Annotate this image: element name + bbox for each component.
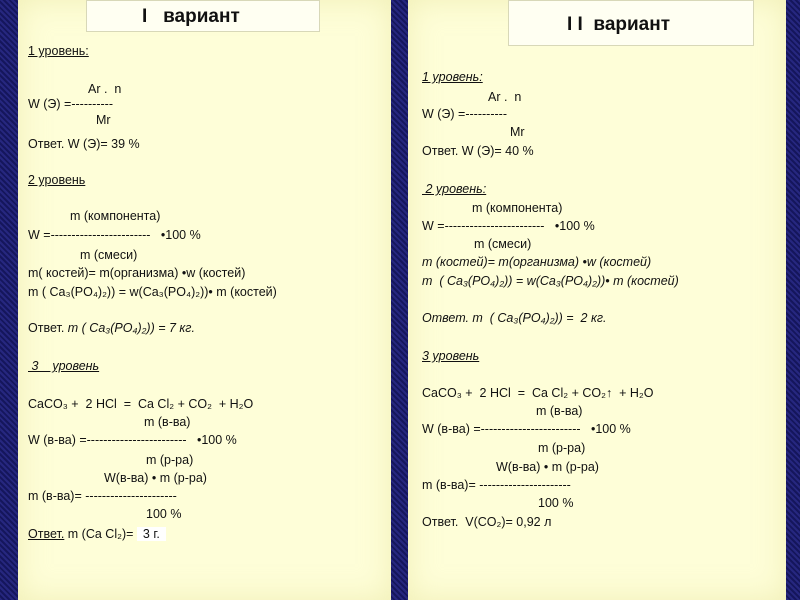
variant-1-title-box — [86, 0, 320, 32]
v2-level2-numerator: m (компонента) — [472, 201, 563, 215]
v2-level3-numerator: m (в-ва) — [536, 404, 583, 418]
v1-level2-equation-1: m( костей)= m(организма) •w (костей) — [28, 266, 246, 280]
v2-level2-formula: W =------------------------ •100 % — [422, 219, 595, 233]
v1-level2-formula: W =------------------------ •100 % — [28, 228, 201, 242]
v1-level3-heading: 3 уровень — [28, 359, 100, 373]
v2-level3-denominator-2: 100 % — [538, 496, 574, 510]
v2-level1-answer: Ответ. W (Э)= 40 % — [422, 144, 534, 158]
v1-level3-reaction: CaCO₃ + 2 HCl = Ca Cl₂ + CO₂ + H₂O — [28, 397, 254, 411]
v2-level2-equation-2: m ( Ca₃(PO₄)₂)) = w(Ca₃(PO₄)₂))• m (костей) — [422, 274, 679, 288]
v2-level2-answer: Ответ. m ( Ca₃(PO₄)₂)) = 2 кг. — [422, 311, 607, 325]
v1-level3-numerator-2: W(в-ва) • m (р-ра) — [104, 471, 207, 485]
variant-2-title-box — [508, 0, 754, 46]
v2-level1-numerator: Ar . n — [488, 90, 522, 104]
v1-level3-answer — [28, 527, 166, 541]
v1-level2-answer-label: Ответ. — [28, 321, 65, 335]
v1-level2-answer-value: m ( Ca₃(PO₄)₂)) = 7 кг. — [64, 321, 195, 335]
v1-level1-formula: W (Э) =---------- — [28, 97, 113, 111]
v2-level1-denominator: Mr — [510, 125, 525, 139]
v1-level2-heading: 2 уровень — [28, 173, 86, 187]
v1-level3-answer-value: 3 г. — [137, 527, 166, 541]
variant-2-panel — [408, 0, 786, 600]
v1-level2-denominator: m (смеси) — [80, 248, 138, 262]
v1-level3-denominator: m (р-ра) — [146, 453, 194, 467]
v2-level2-heading: 2 уровень: — [422, 182, 487, 196]
v1-level3-answer-text: m (Ca Cl₂)= — [64, 527, 137, 541]
v2-level1-formula: W (Э) =---------- — [422, 107, 507, 121]
v1-level2-equation-2: m ( Ca₃(PO₄)₂)) = w(Ca₃(PO₄)₂))• m (костей) — [28, 285, 277, 299]
v1-level1-heading: 1 уровень: — [28, 44, 89, 58]
variant-2-title: I I вариант — [567, 14, 671, 35]
v2-level3-answer: Ответ. V(CO₂)= 0,92 л — [422, 515, 552, 529]
v2-level3-numerator-2: W(в-ва) • m (р-ра) — [496, 460, 599, 474]
v1-level3-numerator: m (в-ва) — [144, 415, 191, 429]
v2-level3-reaction: CaCO₃ + 2 HCl = Ca Cl₂ + CO₂↑ + H₂O — [422, 386, 654, 400]
v1-level1-denominator: Mr — [96, 113, 111, 127]
v2-level3-formula-2: m (в-ва)= ---------------------- — [422, 478, 571, 492]
v1-level3-answer-label: Ответ. — [28, 527, 65, 541]
v2-level3-denominator: m (р-ра) — [538, 441, 586, 455]
v2-level1-heading: 1 уровень: — [422, 70, 483, 84]
v2-level2-equation-1 — [422, 255, 651, 269]
v2-level3-formula: W (в-ва) =------------------------ •100 % — [422, 422, 631, 436]
variant-1-title: I вариант — [142, 6, 240, 27]
v2-level2-denominator: m (смеси) — [474, 237, 532, 251]
v1-level3-denominator-2: 100 % — [146, 507, 182, 521]
variant-1-panel — [18, 0, 391, 600]
v1-level3-formula: W (в-ва) =------------------------ •100 % — [28, 433, 237, 447]
v2-level2-equation-1-text: m (костей)= m(организма) •w (костей) — [422, 255, 652, 269]
v1-level1-answer: Ответ. W (Э)= 39 % — [28, 137, 140, 151]
v2-level3-heading: 3 уровень — [422, 349, 480, 363]
v1-level3-formula-2: m (в-ва)= ---------------------- — [28, 489, 177, 503]
v1-level1-numerator: Ar . n — [88, 82, 122, 96]
v1-level2-answer — [28, 321, 195, 335]
v1-level2-numerator: m (компонента) — [70, 209, 161, 223]
